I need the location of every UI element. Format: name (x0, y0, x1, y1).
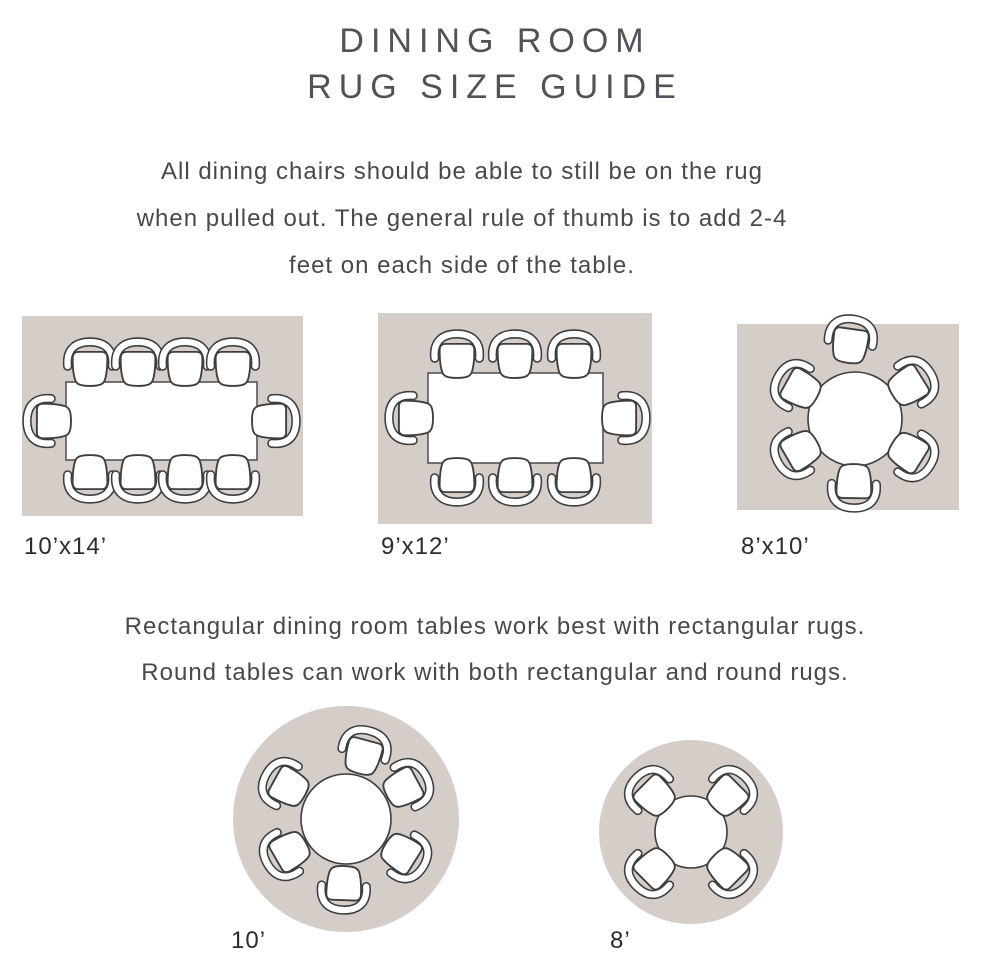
intro-line: when pulled out. The general rule of thumb is to add 2-4 (136, 205, 788, 232)
intro-text (0, 148, 957, 289)
rug-size-label-10-round: 10’ (231, 927, 267, 954)
page-title (0, 18, 990, 110)
note-line: Rectangular dining room tables work best with rectangular rugs. (124, 613, 866, 640)
dining-table (428, 373, 603, 463)
dining-table (301, 774, 391, 864)
page-title-line2: RUG SIZE GUIDE (307, 68, 683, 106)
rug-size-label-10x14: 10’x14’ (24, 533, 108, 560)
dining-table (66, 382, 257, 460)
note-text (0, 604, 990, 696)
rug-8-round-canvas (599, 740, 783, 924)
rug-10x14-canvas (22, 316, 303, 516)
rug-size-label-9x12: 9’x12’ (381, 533, 450, 560)
rug-size-label-8-round: 8’ (610, 927, 631, 954)
rug-10-round-canvas (233, 706, 459, 932)
rug-diagram-10x14 (22, 316, 303, 516)
rug-diagram-8x10 (737, 324, 959, 510)
rug-size-label-8x10: 8’x10’ (741, 533, 810, 560)
intro-line: All dining chairs should be able to still be on the rug (160, 158, 763, 185)
page-title-line1: DINING ROOM (339, 22, 651, 60)
rug-9x12-canvas (378, 313, 652, 524)
rug-diagram-9x12 (378, 313, 652, 524)
rug-diagram-10-round (233, 706, 459, 932)
rug-8x10-canvas (737, 324, 959, 510)
rug-diagram-8-round (599, 740, 783, 924)
intro-line: feet on each side of the table. (289, 252, 635, 279)
note-line: Round tables can work with both rectangular and round rugs. (141, 659, 849, 686)
